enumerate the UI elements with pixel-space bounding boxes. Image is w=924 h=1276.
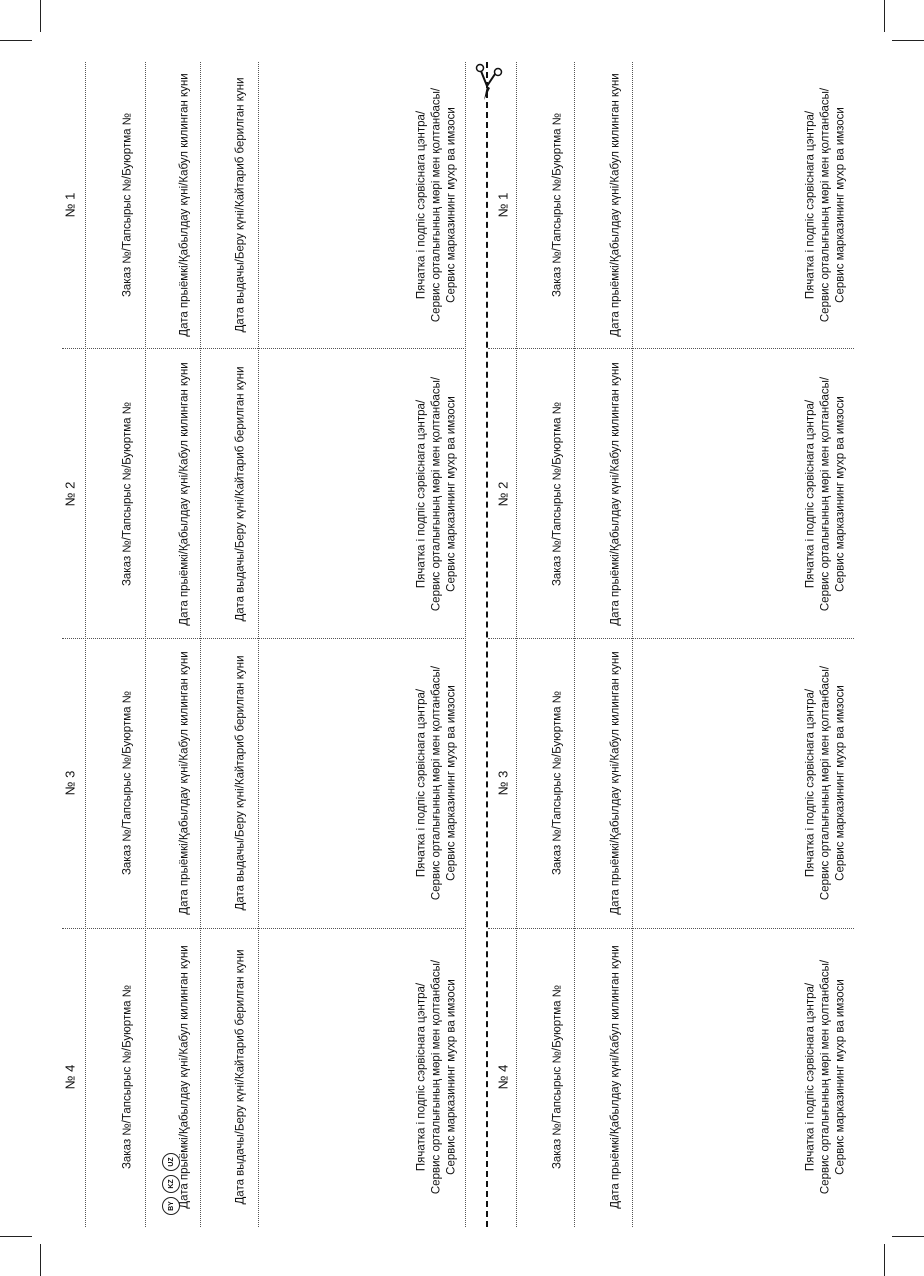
stamp-line-1: Пячатка і подпіс сэрвіснага цэнтра/	[415, 399, 428, 589]
stamp-line-1: Пячатка і подпіс сэрвіснага цэнтра/	[415, 688, 428, 878]
coupon-divider	[62, 348, 466, 349]
coupon-number: № 1	[62, 192, 78, 218]
date-received-label: Дата прыёмкі/Қабылдау күні/Кабул килинган куни	[178, 362, 191, 626]
stamp-line-2: Сервис орталығының мөрі мен қолтанбасы/	[430, 87, 443, 323]
stamp-line-1: Пячатка і подпіс сэрвіснага цэнтра/	[804, 688, 817, 878]
crop-mark	[0, 1236, 32, 1237]
coupon-number: № 4	[62, 1064, 78, 1090]
crop-mark	[892, 40, 924, 41]
stamp-line-1: Пячатка і подпіс сэрвіснага цэнтра/	[804, 982, 817, 1172]
coupon-divider	[488, 928, 854, 929]
stamp-line-3: Сервис марказининг мухр ва имзоси	[834, 396, 847, 592]
separator-line	[145, 62, 146, 1227]
stamp-line-2: Сервис орталығының мөрі мен қолтанбасы/	[819, 665, 832, 901]
date-received-label: Дата прыёмкі/Қабылдау күні/Кабул килинган куни	[178, 651, 191, 915]
stamp-signature-block	[415, 960, 460, 1194]
coupon-divider	[62, 638, 466, 639]
date-received-label: Дата прыёмкі/Қабылдау күні/Кабул килинган куни	[609, 945, 622, 1209]
date-received-label: Дата прыёмкі/Қабылдау күні/Кабул килинган куни	[178, 945, 191, 1209]
stamp-line-3: Сервис марказининг мухр ва имзоси	[834, 685, 847, 881]
badge-kz: KZ	[162, 1175, 180, 1193]
order-number-label: Заказ №/Тапсырыс №/Буюртма №	[551, 112, 564, 298]
stamp-signature-block	[804, 88, 849, 322]
separator-line	[574, 62, 575, 1227]
stamp-signature-block	[415, 666, 460, 900]
order-number-label: Заказ №/Тапсырыс №/Буюртма №	[121, 690, 134, 876]
date-issued-label: Дата выдачы/Беру күні/Кайтариб берилган куни	[234, 949, 247, 1205]
separator-line	[200, 62, 201, 1227]
stamp-line-3: Сервис марказининг мухр ва имзоси	[445, 979, 458, 1175]
stamp-line-2: Сервис орталығының мөрі мен қолтанбасы/	[819, 87, 832, 323]
date-issued-label: Дата выдачы/Беру күні/Кайтариб берилган куни	[234, 366, 247, 622]
crop-mark	[892, 1236, 924, 1237]
stamp-line-1: Пячатка і подпіс сэрвіснага цэнтра/	[415, 110, 428, 300]
stamp-line-1: Пячатка і подпіс сэрвіснага цэнтра/	[415, 982, 428, 1172]
order-number-label: Заказ №/Тапсырыс №/Буюртма №	[551, 984, 564, 1170]
crop-mark	[884, 0, 885, 32]
cut-line	[486, 62, 488, 1227]
stamp-line-2: Сервис орталығының мөрі мен қолтанбасы/	[819, 959, 832, 1195]
order-number-label: Заказ №/Тапсырыс №/Буюртма №	[121, 984, 134, 1170]
crop-mark	[884, 1244, 885, 1276]
stamp-line-2: Сервис орталығының мөрі мен қолтанбасы/	[430, 959, 443, 1195]
coupon-number: № 1	[495, 192, 511, 218]
stamp-line-3: Сервис марказининг мухр ва имзоси	[445, 396, 458, 592]
stamp-line-3: Сервис марказининг мухр ва имзоси	[834, 979, 847, 1175]
stamp-signature-block	[804, 377, 849, 611]
country-badges	[150, 1145, 190, 1235]
stamp-line-3: Сервис марказининг мухр ва имзоси	[834, 107, 847, 303]
badge-by: BY	[162, 1197, 180, 1215]
separator-line	[85, 62, 86, 1227]
stamp-signature-block	[804, 666, 849, 900]
stamp-line-2: Сервис орталығының мөрі мен қолтанбасы/	[430, 376, 443, 612]
coupon-divider	[488, 638, 854, 639]
coupon-divider	[488, 348, 854, 349]
date-received-label: Дата прыёмкі/Қабылдау күні/Кабул килинган куни	[609, 651, 622, 915]
stamp-line-1: Пячатка і подпіс сэрвіснага цэнтра/	[804, 110, 817, 300]
order-number-label: Заказ №/Тапсырыс №/Буюртма №	[121, 112, 134, 298]
date-issued-label: Дата выдачы/Беру күні/Кайтариб берилган куни	[234, 77, 247, 333]
order-number-label: Заказ №/Тапсырыс №/Буюртма №	[551, 401, 564, 587]
stamp-signature-block	[804, 960, 849, 1194]
stamp-line-3: Сервис марказининг мухр ва имзоси	[445, 685, 458, 881]
order-number-label: Заказ №/Тапсырыс №/Буюртма №	[121, 401, 134, 587]
stamp-line-1: Пячатка і подпіс сэрвіснага цэнтра/	[804, 399, 817, 589]
stamp-line-3: Сервис марказининг мухр ва имзоси	[445, 107, 458, 303]
crop-mark	[0, 40, 32, 41]
separator-line	[258, 62, 259, 1227]
stamp-signature-block	[415, 88, 460, 322]
coupon-divider	[62, 928, 466, 929]
stamp-line-2: Сервис орталығының мөрі мен қолтанбасы/	[819, 376, 832, 612]
coupon-number: № 3	[62, 770, 78, 796]
coupon-number: № 3	[495, 770, 511, 796]
crop-mark	[40, 0, 41, 32]
coupon-number: № 4	[495, 1064, 511, 1090]
coupon-number: № 2	[62, 481, 78, 507]
scissors-icon	[470, 62, 504, 102]
date-received-label: Дата прыёмкі/Қабылдау күні/Кабул килинган куни	[609, 362, 622, 626]
separator-line	[516, 62, 517, 1227]
badge-uz: UZ	[162, 1153, 180, 1171]
separator-line	[465, 62, 466, 1227]
date-issued-label: Дата выдачы/Беру күні/Кайтариб берилган куни	[234, 655, 247, 911]
date-received-label: Дата прыёмкі/Қабылдау күні/Кабул килинган куни	[609, 73, 622, 337]
order-number-label: Заказ №/Тапсырыс №/Буюртма №	[551, 690, 564, 876]
stamp-signature-block	[415, 377, 460, 611]
date-received-label: Дата прыёмкі/Қабылдау күні/Кабул килинган куни	[178, 73, 191, 337]
crop-mark	[40, 1244, 41, 1276]
coupon-number: № 2	[495, 481, 511, 507]
separator-line	[632, 62, 633, 1227]
stamp-line-2: Сервис орталығының мөрі мен қолтанбасы/	[430, 665, 443, 901]
